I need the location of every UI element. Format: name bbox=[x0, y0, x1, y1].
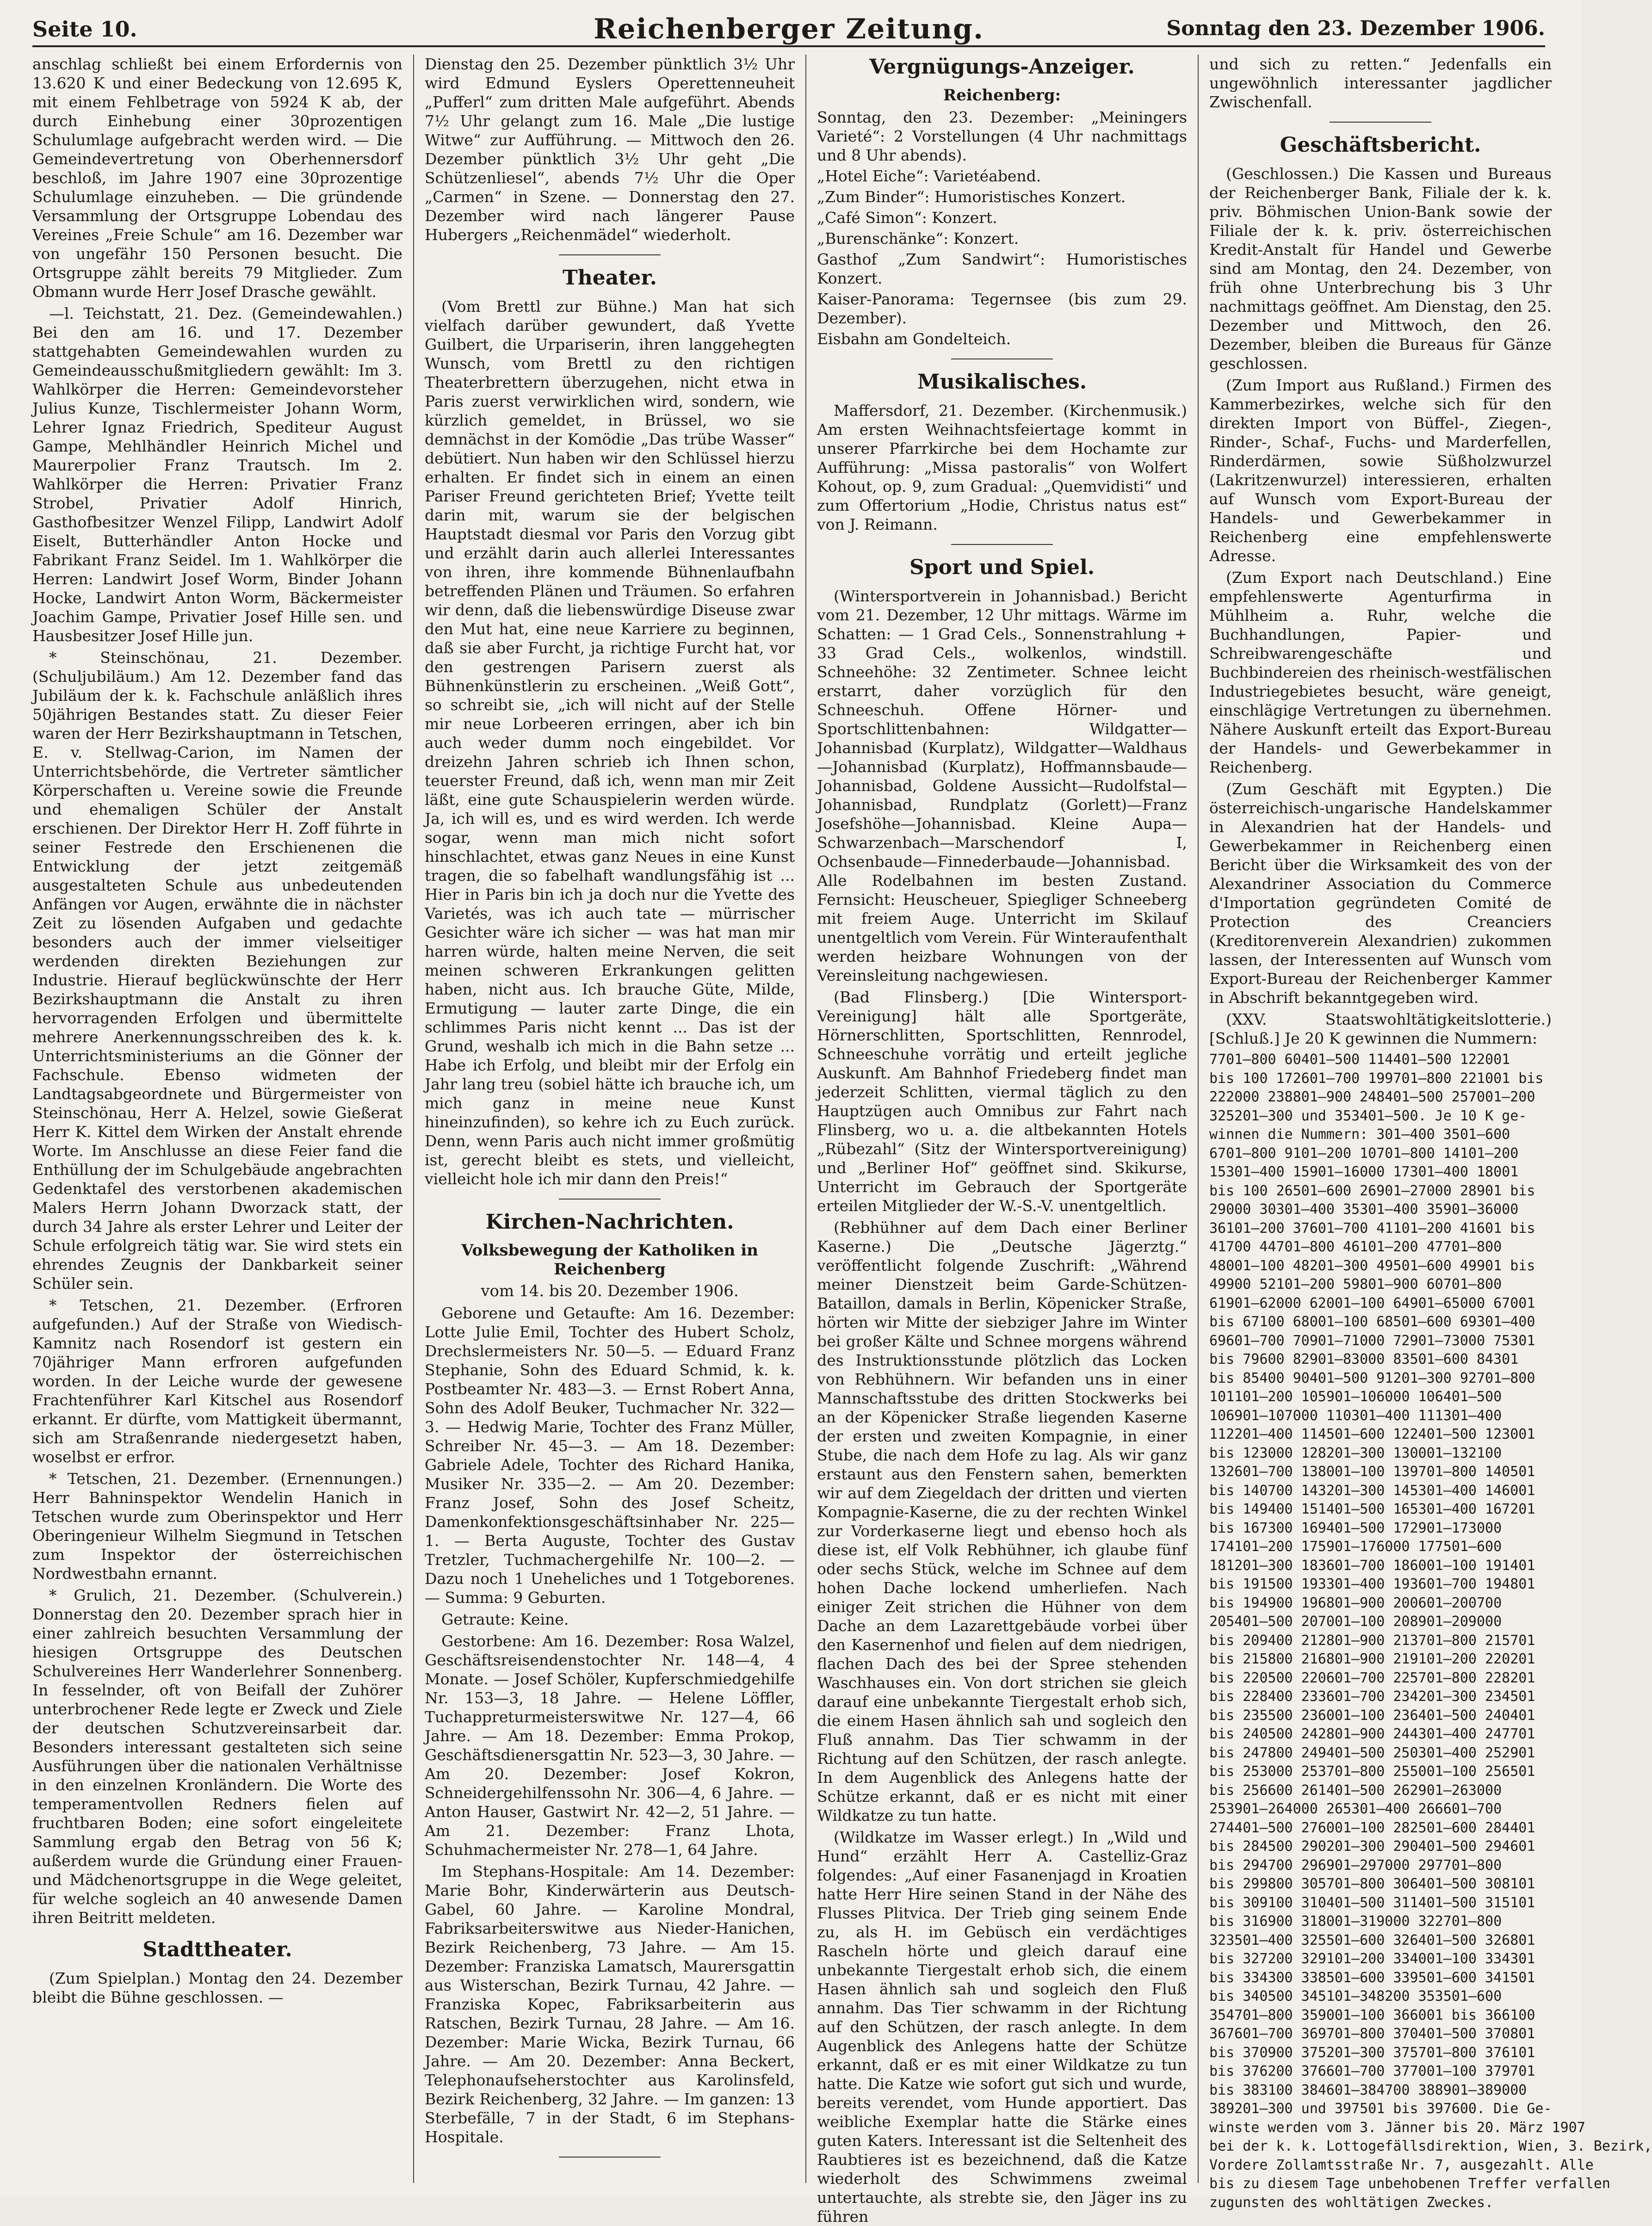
section-heading-kirchen: Kirchen-Nachrichten. bbox=[485, 1210, 734, 1234]
article-steinschoenau: * Steinschönau, 21. Dezember. (Schuljubiläum.) Am 12. Dezember fand das Jubiläum der k. k. Fachschule anläßlich ihres 50jährigen Bestandes statt. Zu dieser Feier waren der Herr Bezirkshauptmann in Tetschen, E. v. Stellwag-Carion, im Namen der Unterrichtsbehörde, die Vertreter sämtlicher Körperschaften u. Vereine sowie die Freunde und ehemaligen Schüler der Anstalt erschienen. Der Direktor Herr H. Zoff führte in seiner Festrede den Erschienenen die Entwicklung der jetzt zeitgemäß ausgestalteten Schule aus unbedeutenden Anfängen vor Augen, erwähnte die in nächster Zeit zu lösenden Aufgaben und gedachte besonders auch der immer vielseitiger werdenden direkten Beziehungen zur Industrie. Hierauf beglückwünschte der Herr Bezirkshauptmann die Anstalt zu ihren hervorragenden Erfolgen und übermittelte mehrere Anerkennungsschreiben des k. k. Unterrichtsministeriums an die Gönner der Fachschule. Ebenso widmeten der Landtagsabgeordnete und Bürgermeister von Steinschönau, Herr A. Helzel, sowie Gießerat Herr K. Kittel dem Wirken der Anstalt ehrende Worte. Im Anschlusse an diese Feier fand die Enthüllung der im Schulgebäude angebrachten Gedenktafel des verstorbenen akademischen Malers Herrn Johann Dworzack statt, der durch 34 Jahre als erster Lehrer und Leiter der Schule erfolgreich tätig war. Sie wird stets ein ehrendes Zeugnis der Dankbarkeit seiner Schüler sein. bbox=[32, 649, 402, 1292]
article-tetschen-ernennungen: * Tetschen, 21. Dezember. (Ernennungen.) Herr Bahninspektor Wendelin Hanich in Tetschen wurde zum Oberinspektor und Herr Oberingenieur Wilhelm Siegmund in Tetschen zum Inspektor der österreichischen Nordwestbahn ernannt. bbox=[32, 1470, 402, 1583]
article-import-russland: (Zum Import aus Rußland.) Firmen des Kammerbezirkes, welche sich für den direkten Import von Büffel-, Ziegen-, Rinder-, Schaf-, Fuchs- und Marderfellen, Rinderdärmen, sowie Süßholzwurzel (Lakritzenwurzel) interessieren, erhalten auf Wunsch vom Export-Bureau der Handels- und Gewerbekammer in Reichenberg eine empfehlenswerte Adresse. bbox=[1209, 376, 1552, 565]
article-text: anschlag schließt bei einem Erfordernis von 13.620 K und einer Bedeckung von 12.695 K, mit einem Fehlbetrage von 5924 K ab, der durch Einhebung einer 30prozentigen Schulumlage aufgebracht werden wird. — Die Gemeindevertretung von Oberhennersdorf beschloß, im Jahre 1907 eine 30prozentige Schulumlage einzuheben. — Die gründende Versammlung der Ortsgruppe Lobendau des Vereines „Freie Schule“ am 16. Dezember war von ungefähr 150 Personen besucht. Die Ortsgruppe zählt bereits 79 Mitglieder. Zum Obmann wurde Herr Josef Drasche gewählt. bbox=[32, 55, 402, 301]
column-4 bbox=[1209, 55, 1652, 2211]
article-rebhuehner: (Rebhühner auf dem Dach einer Berliner Kaserne.) Die „Deutsche Jägerztg.“ veröffentlicht folgende Zuschrift: „Während meiner Dienstzeit beim Garde-Schützen-Bataillon, damals in Berlin, Köpenicker Straße, hörten wir Mitte der siebziger Jahre im Winter bei großer Kälte und Schnee morgens während des Instruktionsstunde plötzlich das Locken von Rebhühnern. Wir befanden uns in einer Mannschaftsstube des dritten Stockwerks bei an der Köpenicker Straße liegenden Kaserne der ersten und zweiten Kompagnie, in einer Stube, die nach dem Hofe zu lag. Als wir ganz erstaunt aus den Fenstern sahen, bemerkten wir auf dem Ziegeldach der dritten und vierten Kompagnie-Kaserne, die zu der rechten Winkel zur Vorderkaserne liegt und ebenso hoch als diese ist, elf Volk Rebhühner, ich glaube fünf oder sechs Stück, welche im Schnee auf dem hohen Dache lockend umherliefen. Nach einiger Zeit strichen die Hühner von dem Dache an dem Lazarettgebäude vorbei über den Kasernenhof und fielen auf dem niedrigen, flachen Dach des bei der Spree stehenden Waschhauses ein. Von dort strichen sie gleich darauf eine unbekannte Tiergestalt erhob sich, die einem Hasen ähnlich sah und sogleich den Fluß annahm. Das Tier schwamm in der Richtung auf den Schützen, der rasch anlegte. In dem Augenblick des Anlegens hatte der Schütze erkannt, daß er es nicht mit einer Wildkatze zu tun hatte. bbox=[817, 1218, 1187, 1824]
marriages: Getraute: Keine. bbox=[441, 1610, 569, 1628]
listing-item: Kaiser-Panorama: Tegernsee (bis zum 29. Dezember). bbox=[817, 290, 1187, 327]
subheading-dates: vom 14. bis 20. Dezember 1906. bbox=[481, 1282, 739, 1300]
listing-item: Eisbahn am Gondelteich. bbox=[817, 330, 1011, 348]
separator-rule bbox=[559, 1199, 661, 1200]
separator-rule bbox=[951, 544, 1053, 545]
listing-item: „Zum Binder“: Humoristisches Konzert. bbox=[817, 188, 1126, 206]
article-johannisbad: (Wintersportverein in Johannisbad.) Bericht vom 21. Dezember, 12 Uhr mittags. Wärme im Schatten: — 1 Grad Cels., Sonnenstrahlung + 33 Grad Cels., wolkenlos, windstill. Schneehöhe: 32 Zentimeter. Schnee leicht erstarrt, daher vorzüglich für den Schneeschuh. Offene Hörner- und Sportschlittenbahnen: Wildgatter—Johannisbad (Kurplatz), Wildgatter—Waldhaus—Johannisbad (Kurplatz), Hoffmannsbaude—Johannisbad, Goldene Aussicht—Rudolfstal—Johannisbad, Rundplatz (Gorlett)—Franz Josefshöhe—Johannisbad. Kleine Aupa—Schwarzenbach—Marschendorf I, Ochsenbaude—Finnederbaude—Johannisbad. Alle Rodelbahnen im besten Zustand. Fernsicht: Heuscheuer, Spiegliger Schneeberg mit freiem Auge. Unterricht im Skilauf unentgeltlich vom Verein. Für Winteraufenthalt werden heizbare Wohnungen von der Vereinsleitung nachgewiesen. bbox=[817, 587, 1187, 984]
listing-item: „Café Simon“: Konzert. bbox=[817, 209, 997, 227]
column-divider bbox=[805, 55, 806, 2183]
article-flinsberg: (Bad Flinsberg.) [Die Wintersport-Vereinigung] hält alle Sportgeräte, Hörnerschlitten, Sportschlitten, Rennrodel, Schneeschuhe vorrätig und erteilt jegliche Auskunft. Am Bahnhof Friedeberg findet man jederzeit Schlitten, viermal täglich zu den Hauptzügen auch Omnibus zur Fahrt nach Flinsberg, wo u. a. die altbekannten Hotels „Rübezahl“ (Sitz der Wintersportvereinigung) und „Berliner Hof“ geöffnet sind. Skikurse, Unterricht im Gebrauch der Sportgeräte erteilen Mitglieder der W.-S.-V. unentgeltlich. bbox=[817, 988, 1187, 1215]
column-divider bbox=[1198, 55, 1199, 2183]
article-lotterie: (XXV. Staatswohltätigkeitslotterie.) [Schluß.] Je 20 K gewinnen die Nummern: bbox=[1209, 1010, 1552, 1047]
section-heading-geschaeftsbericht: Geschäftsbericht. bbox=[1280, 133, 1481, 157]
births-list: Geborene und Getaufte: Am 16. Dezember: Lotte Julie Emil, Tochter des Hubert Scholz, Drechslermeisters Nr. 50—5. — Eduard Franz Stephanie, Sohn des Eduard Schmid, k. k. Postbeamter Nr. 483—3. — Ernst Robert Anna, Sohn des Adolf Beuker, Tuchmacher Nr. 322—3. — Hedwig Marie, Tochter des Franz Müller, Schreiber Nr. 45—3. — Am 18. Dezember: Gabriele Adele, Tochter des Richard Hanika, Musiker Nr. 335—2. — Am 20. Dezember: Franz Josef, Sohn des Josef Scheitz, Damenkonfektionsgeschäftsinhaber Nr. 225—1. — Berta Auguste, Tochter des Gustav Tretzler, Tuchmachergehilfe Nr. 100—2. — Dazu noch 1 Uneheliches und 1 Totgeborenes. — Summa: 9 Geburten. bbox=[425, 1304, 795, 1607]
newspaper-title: Reichenberger Zeitung. bbox=[594, 13, 984, 45]
lottery-numbers: 7701—800 60401—500 114401—500 122001 bis 100 172601—700 199701—800 221001 bis 222000 238801—900 248401—500 257001—200 325201—300 und 353401—500. Je 10 K ge- winnen die Nummern: 301—400 3501—600 6701—800 9101—200 10701—800 14101—200 15301—400 15901—16000 17301—400 18001 bis 100 26501—600 26901—27000 28901 bis 29000 30301—400 35301—400 35901—36000 36101—200 37601—700 41101—200 41601 bis 41700 44701—800 46101—200 47701—800 48001—100 48201—300 49501—600 49901 bis 49900 52101—200 59801—900 60701—800 61901—62000 62001—100 64901—65000 67001 bis 67100 68001—100 68501—600 69301—400 69601—700 70901—71000 72901—73000 75301 bis 79600 82901—83000 83501—600 84301 bis 85400 90401—500 91201—300 92701—800 101101—200 105901—106000 106401—500 106901—107000 110301—400 111301—400 112201—400 114501—600 122401—500 123001 bis 123000 128201—300 130001—132100 132601—700 138001—100 139701—800 140501 bis 140700 143201—300 145301—400 146001 bis 149400 151401—500 165301—400 167201 bis 167300 169401—500 172901—173000 174101—200 175901—176000 177501—600 181201—300 183601—700 186001—100 191401 bis 191500 193301—400 193601—700 194801 bis 194900 196801—900 200601—200700 205401—500 207001—100 208901—209000 bis 209400 212801—900 213701—800 215701 bis 215800 216801—900 219101—200 220201 bis 220500 220601—700 225701—800 228201 bis 228400 233601—700 234201—300 234501 bis 235500 236001—100 236401—500 240401 bis 240500 242801—900 244301—400 247701 bis 247800 249401—500 250301—400 252901 bis 253000 253701—800 255001—100 256501 bis 256600 261401—500 262901—263000 253901—264000 265301—400 266601—700 274401—500 276001—100 282501—600 284401 bis 284500 290201—300 290401—500 294601 bis 294700 296901—297000 297701—800 bis 299800 305701—800 306401—500 308101 bis 309100 310401—500 311401—500 315101 bis 316900 318001—319000 322701—800 323501—400 325501—600 326401—500 326801 bis 327200 329101—200 334001—100 334301 bis 334300 338501—600 339501—600 341501 bis 340500 345101—348200 353501—600 354701—800 359001—100 366001 bis 366100 367601—700 369701—800 370401—500 370801 bis 370900 375201—300 375701—800 376101 bis 376200 376601—700 377001—100 379701 bis 383100 384601—384700 388901—389000 389201—300 und 397501 bis 397600. Die Ge- winste werden vom 3. Jänner bis 20. März 1907 bei der k. k. Lottogefällsdirektion, Wien, 3. Bezirk, Vordere Zollamtsstraße Nr. 7, ausgezahlt. Alle bis zu diesem Tage unbehobenen Treffer verfallen zugunsten des wohltätigen Zweckes. bbox=[1209, 1051, 1652, 2211]
separator-rule bbox=[1330, 122, 1431, 123]
article-text: Dienstag den 25. Dezember pünktlich 3½ Uhr wird Edmund Eyslers Operettenneuheit „Pufferl“ zum dritten Male aufgeführt. Abends 7½ Uhr gelangt zum 16. Male „Die lustige Witwe“ zur Aufführung. — Mittwoch den 26. Dezember pünktlich 3½ Uhr geht „Die Schützenliesel“, abends 7½ Uhr die Oper „Carmen“ in Szene. — Donnerstag den 27. Dezember wird nach längerer Pause Hubergers „Reichenmädel“ wiederholt. bbox=[425, 55, 795, 244]
article-teichstatt: —l. Teichstatt, 21. Dez. (Gemeindewahlen.) Bei den am 16. und 17. Dezember stattgehabten Gemeindewahlen wurden zu Gemeindeausschußmitgliedern gewählt: Im 3. Wahlkörper die Herren: Gemeindevorsteher Julius Kunze, Tischlermeister Johann Worm, Lehrer Ignaz Friedrich, Spediteur August Gampe, Mehlhändler Heinrich Michel und Maurerpolier Franz Trautsch. Im 2. Wahlkörper die Herren: Privatier Franz Strobel, Privatier Adolf Hinrich, Gasthofbesitzer Wenzel Filipp, Landwirt Adolf Eiselt, Butterhändler Anton Hocke und Fabrikant Franz Seidel. Im 1. Wahlkörper die Herren: Landwirt Josef Worm, Binder Johann Hocke, Landwirt Anton Worm, Bäckermeister Joachim Gampe, Privatier Josef Hille sen. und Hausbesitzer Josef Hille jun. bbox=[32, 304, 402, 645]
article-text: und sich zu retten.“ Jedenfalls ein ungewöhnlich interessanter jagdlicher Zwischenfall. bbox=[1209, 55, 1552, 111]
column-3 bbox=[817, 55, 1187, 2226]
article-spielplan: (Zum Spielplan.) Montag den 24. Dezember bleibt die Bühne geschlossen. — bbox=[32, 1969, 402, 2006]
article-export-deutschland: (Zum Export nach Deutschland.) Eine empfehlenswerte Agenturfirma in Mühlheim a. Ruhr, welche die Buchhandlungen, Papier- und Schreibwarengeschäfte und Buchbindereien des rheinisch-westfälischen Industriegebietes besucht, wäre geneigt, einschlägige Vertretungen zu übernehmen. Nähere Auskunft erteilt das Export-Bureau der Handels- und Gewerbekammer in Reichenberg. bbox=[1209, 569, 1552, 776]
subheading-reichenberg: Reichenberg: bbox=[943, 86, 1061, 105]
column-divider bbox=[413, 55, 414, 2183]
listing-item: Sonntag, den 23. Dezember: „Meiningers Varieté“: 2 Vorstellungen (4 Uhr nachmittags und 8 Uhr abends). bbox=[817, 108, 1187, 164]
section-heading-musik: Musikalisches. bbox=[917, 370, 1087, 394]
column-2 bbox=[425, 55, 795, 2183]
listing-item: „Hotel Eiche“: Varietéabend. bbox=[817, 167, 1041, 185]
deaths-list: Gestorbene: Am 16. Dezember: Rosa Walzel, Geschäftsreisendenstochter Nr. 148—4, 4 Monate. — Josef Schöler, Kupferschmiedgehilfe Nr. 153—3, 18 Jahre. — Helene Löffler, Tuchappreturmeisterswitwe Nr. 127—4, 66 Jahre. — Am 18. Dezember: Emma Prokop, Geschäftsdienersgattin Nr. 523—3, 30 Jahre. — Am 20. Dezember: Josef Kokron, Schneidergehilfenssohn Nr. 306—4, 6 Jahre. — Anton Hauser, Gastwirt Nr. 42—2, 51 Jahre. — Am 21. Dezember: Franz Lhota, Schuhmachermeister Nr. 278—1, 64 Jahre. bbox=[425, 1632, 795, 1859]
issue-date: Sonntag den 23. Dezember 1906. bbox=[1166, 17, 1545, 40]
entertainment-listing bbox=[817, 108, 1187, 348]
article-egypten: (Zum Geschäft mit Egypten.) Die österreichisch-ungarische Handelskammer in Alexandrien hat der Handels- und Gewerbekammer in Reichenberg einen Bericht über die Wirksamkeit des von der Alexandriner Association du Commerce d'Importation gegründeten Comité de Protection des Creanciers (Kreditorenverein Alexandrien) zukommen lassen, der Interessenten auf Wunsch vom Export-Bureau der Reichenberger Kammer in Abschrift bekanntgegeben wird. bbox=[1209, 780, 1552, 1007]
listing-item: „Burenschänke“: Konzert. bbox=[817, 229, 1019, 247]
listing-item: Gasthof „Zum Sandwirt“: Humoristisches Konzert. bbox=[817, 250, 1187, 287]
hospital-deaths-list: Im Stephans-Hospitale: Am 14. Dezember: Marie Bohr, Kinderwärterin aus Deutsch-Gabel, 60 Jahre. — Karoline Mondral, Fabriksarbeiterswitwe aus Nieder-Hanichen, Bezirk Reichenberg, 73 Jahre. — Am 15. Dezember: Franziska Lamatsch, Maurersgattin aus Wisterschan, Bezirk Turnau, 42 Jahre. — Franziska Kopec, Fabriksarbeiterin aus Ratschen, Bezirk Turnau, 28 Jahre. — Am 16. Dezember: Marie Wicka, Bezirk Turnau, 66 Jahre. — Am 20. Dezember: Anna Beckert, Telephonaufseherstochter aus Karolinsfeld, Bezirk Reichenberg, 32 Jahre. — Im ganzen: 13 Sterbefälle, 7 in der Stadt, 6 im Stephans-Hospitale. bbox=[425, 1862, 795, 2146]
page-header bbox=[32, 13, 1545, 47]
subheading: Volksbewegung der Katholiken in Reichenberg bbox=[461, 1241, 758, 1279]
section-heading-stadttheater: Stadttheater. bbox=[142, 1938, 292, 1961]
article-brettl: (Vom Brettl zur Bühne.) Man hat sich vielfach darüber gewundert, daß Yvette Guilbert, die Urpariserin, ihren langgehegten Wunsch, vom Brettl zu den richtigen Theaterbrettern überzugehen, nicht etwa in Paris zuerst verwirklichen wird, sondern, wie kürzlich gemeldet, in Brüssel, wo sie demnächst in der Komödie „Das trübe Wasser“ debütiert. Nun haben wir den Schlüssel hierzu erhalten. Er findet sich in einem an einen Pariser Freund gerichteten Brief; Yvette teilt darin mit, warum sie der belgischen Hauptstadt diesmal vor Paris den Vorzug gibt und erzählt darin auch allerlei Interessantes von ihren, ihre kommende Bühnenlaufbahn betreffenden Plänen und Träumen. So erfahren wir denn, daß die liebenswürdige Diseuse zwar den Mut hat, eine neue Karriere zu beginnen, daß sie aber Furcht, ja richtige Furcht hat, vor den gestrengen Parisern zuerst als Bühnenkünstlerin zu erscheinen. „Weiß Gott“, so schreibt sie, „ich will nicht auf der Stelle mir neue Lorbeeren erringen, aber ich bin auch weder dumm noch eingebildet. Vor dreizehn Jahren schrieb ich Ihnen schon, teuerster Freund, daß ich, wenn man mir Zeit läßt, eine gute Schauspielerin werden würde. Ja, ich will es, und es wird werden. Ich werde sogar, wenn man mich nicht sofort hinschlachtet, etwas ganz Neues in eine Kunst tragen, die so fabelhaft wandlungsfähig ist ... Hier in Paris bin ich ja doch nur die Yvette des Varietés, was ich auch tate — mürrischer Gesichter wäre ich sicher — was hat man mir harren würde, halten meine Nerven, die seit meinen schweren Erkrankungen gelitten haben, nicht aus. Ich brauche Güte, Milde, Ermutigung — lauter zarte Dinge, die ein schlimmes Paris nicht kennt ... Das ist der Grund, weshalb ich mich in die Bahn setze ... Habe ich Erfolg, und bleibt mir der Erfolg ein Jahr lang treu (sobiel hätte ich brauche ich, um mich ganz in meine neue Kunst hineinzufinden), so kehre ich zu Euch zurück. Denn, wenn Paris auch nicht immer großmütig ist, gerecht bleibt es stets, und vielleicht, vielleicht hole ich mir dann den Preis!“ bbox=[425, 297, 795, 1188]
article-grulich: * Grulich, 21. Dezember. (Schulverein.) Donnerstag den 20. Dezember sprach hier in einer zahlreich besuchten Versammlung der hiesigen Ortsgruppe des Deutschen Schulvereines Herr Wanderlehrer Sonnenberg. In fesselnder, oft von Beifall der Zuhörer unterbrochener Rede legte er Zweck und Ziele der deutschen Schutzvereinsarbeit dar. Besonders interessant gestalteten sich seine Ausführungen über die nationalen Verhältnisse in den einzelnen Kronländern. Die Worte des temperamentvollen Redners fielen auf fruchtbaren Boden; eine sofort eingeleitete Sammlung ergab den Betrag von 56 K; außerdem wurde die Gründung einer Frauen- und Mädchenortsgruppe in die Wege geleitet, für welche sogleich an 40 anwesende Damen ihren Beitritt meldeten. bbox=[32, 1586, 402, 1927]
page-number: Seite 10. bbox=[32, 17, 137, 42]
section-heading-sport: Sport und Spiel. bbox=[909, 556, 1095, 579]
article-geschlossen: (Geschlossen.) Die Kassen und Bureaus der Reichenberger Bank, Filiale der k. k. priv. Böhmischen Union-Bank sowie der Filiale der k. k. priv. österreichischen Kredit-Anstalt für Handel und Gewerbe sind am Montag, den 24. Dezember, von früh ohne Unterbrechung bis 3 Uhr nachmittags geöffnet. Am Dienstag, den 25. Dezember und Mittwoch, den 26. Dezember, bleiben die Bureaus für Gänze geschlossen. bbox=[1209, 165, 1552, 372]
article-maffersdorf: Maffersdorf, 21. Dezember. (Kirchenmusik.) Am ersten Weihnachtsfeiertage kommt in unserer Pfarrkirche bei dem Hochamte zur Aufführung: „Missa pastoralis“ von Wolfert Kohout, op. 9, zum Gradual: „Quemvidisti“ und zum Offertorium „Hodie, Christus natus est“ von J. Reimann. bbox=[817, 402, 1187, 533]
separator-rule bbox=[559, 2157, 661, 2158]
section-heading-vergnuegungen: Vergnügungs-Anzeiger. bbox=[869, 55, 1135, 79]
section-heading-theater: Theater. bbox=[562, 266, 657, 290]
separator-rule bbox=[559, 254, 661, 255]
article-wildkatze: (Wildkatze im Wasser erlegt.) In „Wild und Hund“ erzählt Herr A. Castelliz-Graz folgendes: „Auf einer Fasanenjagd in Kroatien hatte Herr Hire seinen Stand in der Nähe des Flusses Plitvica. Der Trieb ging seinem Ende zu, als H. im Gebüsch ein verdächtiges Rascheln hörte und gleich darauf eine unbekannte Tiergestalt erhob sich, die einem Hasen ähnlich sah und sogleich den Fluß annahm. Das Tier schwamm in der Richtung auf den Schützen, der rasch anlegte. In dem Augenblick des Anlegens hatte der Schütze erkannt, daß er es mit einer Wildkatze zu tun hatte. Die Katze wie sofort gut sich und wurde, bereits verendet, vom Hunde apportiert. Das weibliche Exemplar hatte die Stärke eines guten Katers. Interessant ist die Seltenheit des Raubtieres ist es bezeichnend, daß die Katze wiederholt des Schwimmens zweimal untertauchte, als strebte sie, den Jäger ins zu führen bbox=[817, 1828, 1187, 2226]
article-tetschen-erfroren: * Tetschen, 21. Dezember. (Erfroren aufgefunden.) Auf der Straße von Wiedisch-Kamnitz nach Rosendorf ist gestern ein 70jähriger Mann erfroren aufgefunden worden. In der Leiche wurde der gewesene Frachtenführer Karl Kitschel aus Rosendorf erkannt. Er dürfte, vom Mattigkeit übermannt, sich am Straßenrande niedergesetzt haben, woselbst er erfror. bbox=[32, 1296, 402, 1466]
column-1 bbox=[32, 55, 402, 2183]
